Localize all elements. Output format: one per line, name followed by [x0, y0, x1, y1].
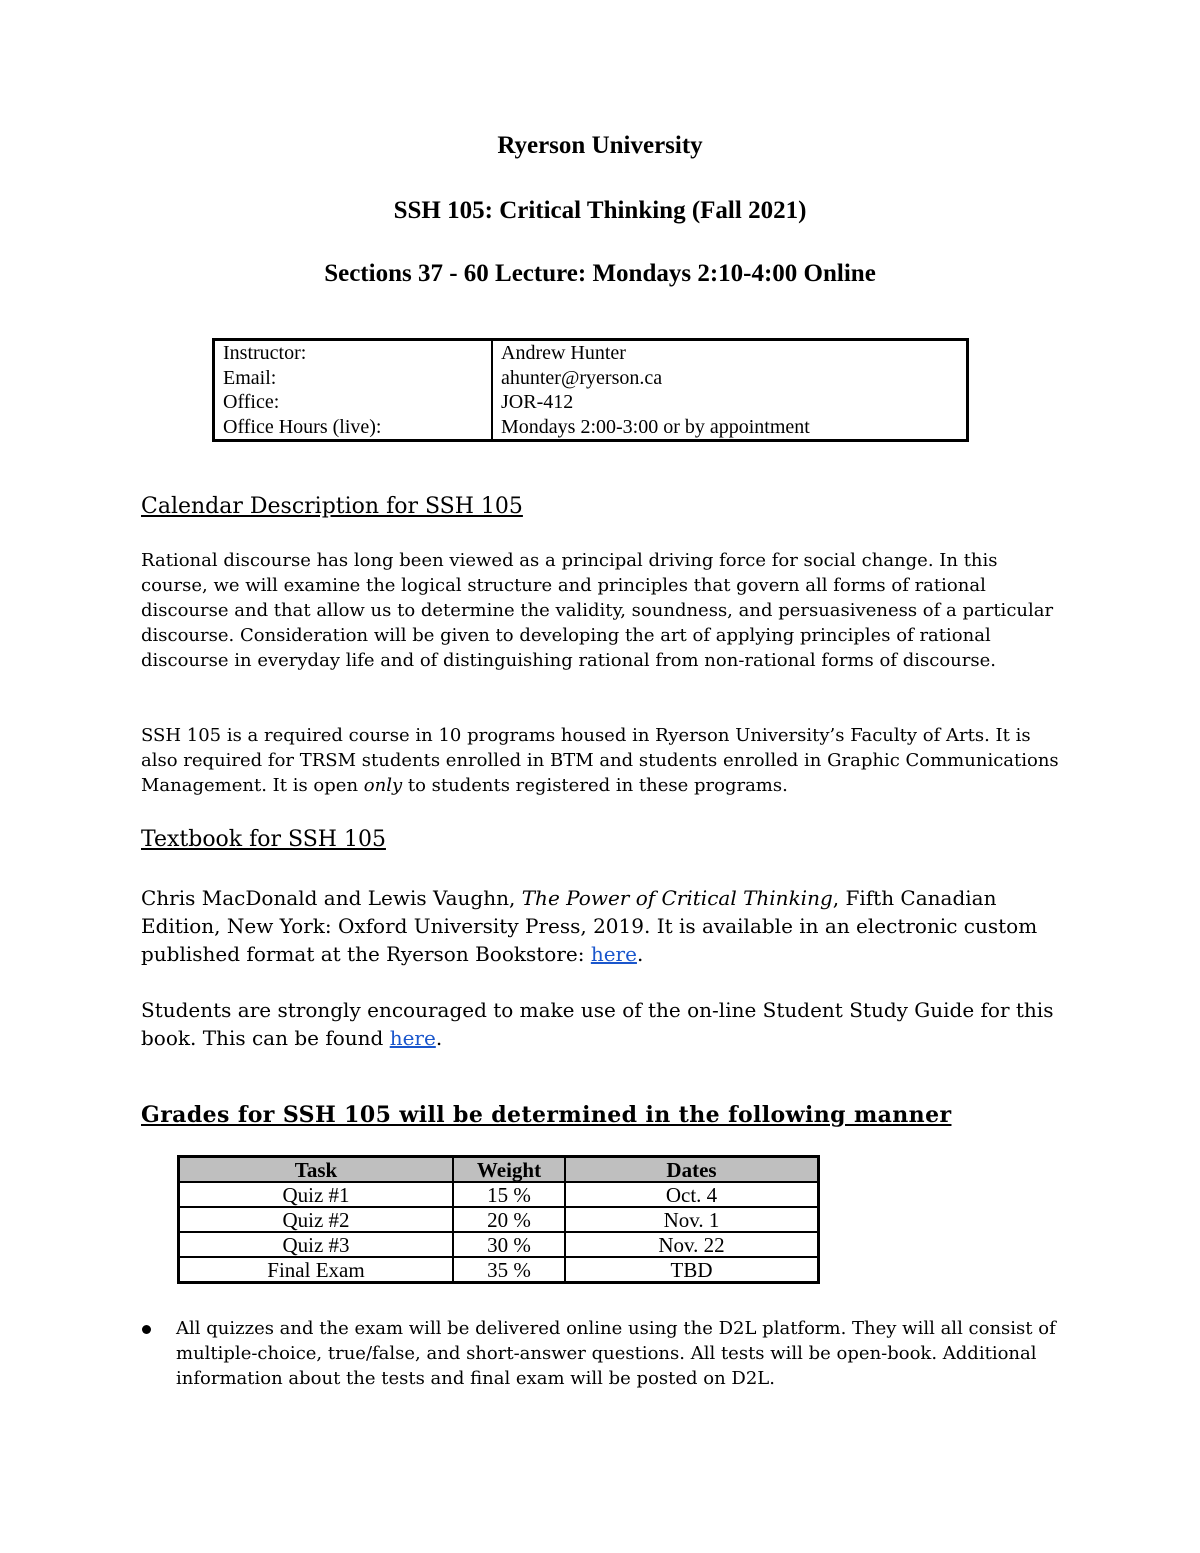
column-header-weight: Weight — [453, 1157, 565, 1183]
weight-cell: 15 % — [453, 1182, 565, 1207]
textbook-heading: Textbook for SSH 105 — [141, 827, 386, 852]
task-cell: Quiz #1 — [179, 1182, 454, 1207]
university-title: Ryerson University — [497, 132, 703, 159]
task-cell: Quiz #2 — [179, 1207, 454, 1232]
bullet-item — [141, 1316, 1066, 1391]
table-row — [179, 1257, 819, 1283]
textbook-paragraph — [141, 884, 1066, 968]
weight-cell: 35 % — [453, 1257, 565, 1283]
info-row — [214, 415, 968, 441]
date-cell: Nov. 22 — [565, 1232, 819, 1257]
date-cell: Oct. 4 — [565, 1182, 819, 1207]
textbook-authors: Chris MacDonald and Lewis Vaughn, — [141, 886, 522, 910]
info-value: ahunter@ryerson.ca — [501, 366, 663, 389]
column-header-dates: Dates — [565, 1157, 819, 1183]
info-row — [214, 340, 968, 366]
weight-cell: 20 % — [453, 1207, 565, 1232]
study-guide-paragraph — [141, 996, 1066, 1052]
sections-line: Sections 37 - 60 Lecture: Mondays 2:10-4:00 Online — [324, 260, 876, 287]
info-value: JOR-412 — [501, 391, 574, 413]
textbook-title: The Power of Critical Thinking — [521, 886, 833, 910]
info-value: Andrew Hunter — [501, 342, 626, 364]
bookstore-link[interactable]: here — [590, 942, 637, 966]
task-cell: Quiz #3 — [179, 1232, 454, 1257]
calendar-paragraph: Rational discourse has long been viewed as a principal driving force for social change. In this course, we will examine the logical structure and principles that govern all forms of rational discourse and that allow us to determine the validity, soundness, and persuasiveness of a particular discourse. Consideration will be given to developing the art of applying principles of rational discourse in everyday life and of distinguishing rational from non-rational forms of discourse. — [141, 550, 1054, 671]
table-row — [179, 1182, 819, 1207]
requirement-paragraph — [141, 723, 1066, 798]
table-row — [179, 1232, 819, 1257]
grades-header-row — [179, 1157, 819, 1183]
calendar-heading: Calendar Description for SSH 105 — [141, 494, 523, 519]
info-row — [214, 390, 968, 415]
column-header-task: Task — [179, 1157, 454, 1183]
info-label: Office: — [214, 390, 493, 415]
bullet-text: All quizzes and the exam will be delivered online using the D2L platform. They will all consist of multiple-choice, true/false, and short-answer questions. All tests will be open-book. Additional information about the tests and final exam will be posted on D2L. — [176, 1318, 1056, 1389]
info-label: Office Hours (live): — [214, 415, 493, 441]
emphasis-only: only — [363, 775, 403, 796]
info-label: Instructor: — [214, 340, 493, 366]
weight-cell: 30 % — [453, 1232, 565, 1257]
bullet-dot-icon — [142, 1325, 151, 1334]
requirement-text: SSH 105 is a required course in 10 programs housed in Ryerson University’s Faculty of Arts. It is also required for TRSM students enrolled in BTM and students enrolled in Graphic Communications Management. It is open — [141, 725, 1059, 796]
task-cell: Final Exam — [179, 1257, 454, 1283]
instructor-info-table — [212, 338, 969, 442]
study-guide-link[interactable]: here — [389, 1026, 436, 1050]
course-title: SSH 105: Critical Thinking (Fall 2021) — [393, 197, 807, 224]
info-row — [214, 366, 968, 391]
table-row — [179, 1207, 819, 1232]
grades-heading: Grades for SSH 105 will be determined in the following manner — [141, 1102, 952, 1128]
grades-table — [177, 1155, 820, 1284]
date-cell: Nov. 1 — [565, 1207, 819, 1232]
info-value: Mondays 2:00-3:00 or by appointment — [501, 415, 810, 438]
textbook-details: , Fifth Canadian Edition, New York: Oxford University Press, 2019. It is available in an electronic custom published format at the Ryerson Bookstore: — [141, 886, 1038, 966]
study-guide-period: . — [435, 1026, 443, 1050]
info-label: Email: — [214, 366, 493, 391]
date-cell: TBD — [565, 1257, 819, 1283]
study-guide-text: Students are strongly encouraged to make use of the on-line Student Study Guide for this book. This can be found — [141, 998, 1054, 1050]
textbook-period: . — [636, 942, 644, 966]
requirement-text-end: to students registered in these programs. — [402, 775, 788, 796]
